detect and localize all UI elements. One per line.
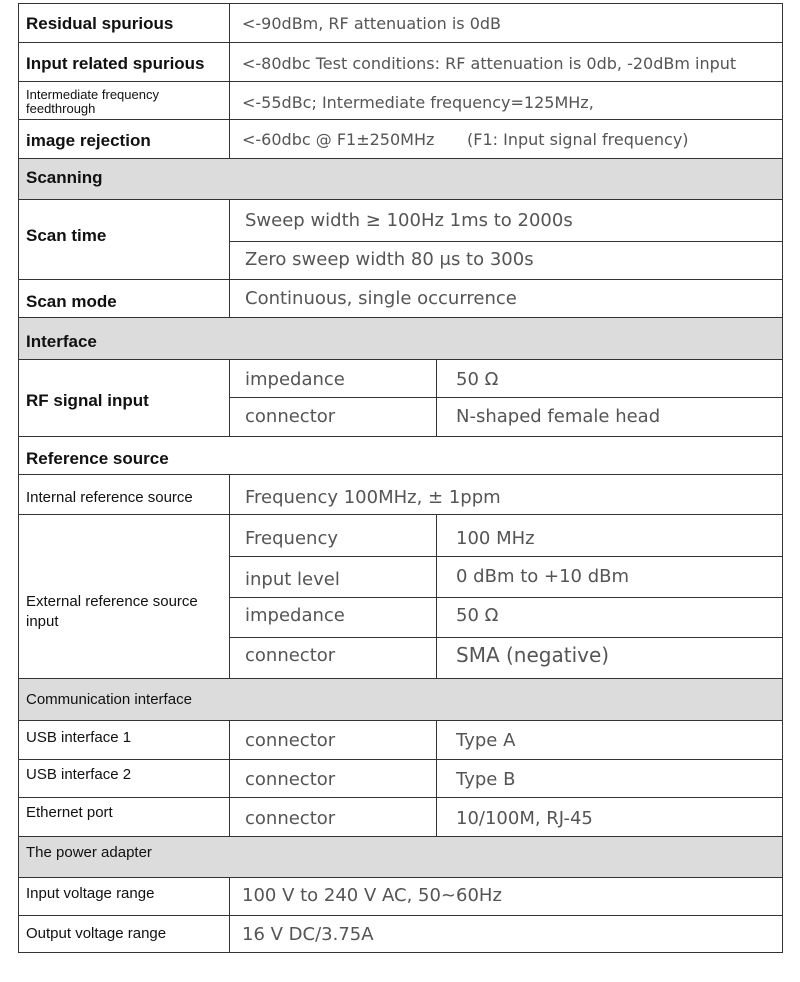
attr-value-rf-connector: N-shaped female head (456, 406, 661, 427)
section-title-scanning: Scanning (26, 168, 103, 187)
row-label-input-voltage: Input voltage range (26, 885, 155, 902)
row-label-usb2: USB interface 2 (26, 766, 132, 783)
attr-label-usb2: connector (245, 769, 336, 790)
section-title-reference-source: Reference source (26, 449, 169, 468)
grid-line (18, 158, 783, 159)
grid-line (229, 199, 230, 317)
grid-line (18, 514, 783, 515)
grid-line (229, 637, 783, 638)
grid-line (18, 3, 19, 953)
row-label-input-related-spurious: Input related spurious (26, 54, 205, 73)
section-title-communication: Communication interface (26, 691, 192, 708)
grid-line (229, 720, 230, 836)
row-value-internal-reference: Frequency 100MHz, ± 1ppm (245, 487, 501, 508)
attr-label-ethernet: connector (245, 808, 336, 829)
grid-line (18, 915, 783, 916)
attr-value-ext-impedance: 50 Ω (456, 605, 499, 626)
row-value-input-related-spurious: <-80dbc Test conditions: RF attenuation is 0db, -20dBm input (242, 54, 737, 73)
grid-line (18, 797, 783, 798)
row-value-output-voltage: 16 V DC/3.75A (242, 924, 374, 945)
row-label-internal-reference: Internal reference source (26, 489, 193, 506)
row-label-scan-mode: Scan mode (26, 292, 117, 311)
row-label-scan-time: Scan time (26, 226, 107, 245)
attr-label-rf-impedance: impedance (245, 369, 345, 390)
row-label-residual-spurious: Residual spurious (26, 14, 174, 33)
attr-value-rf-impedance: 50 Ω (456, 369, 499, 390)
grid-line (18, 877, 783, 878)
attr-value-usb2: Type B (456, 769, 516, 790)
section-bg-scanning (18, 158, 783, 199)
grid-line (18, 42, 783, 43)
grid-line (18, 3, 783, 4)
attr-label-ext-connector: connector (245, 645, 336, 666)
row-value-zero-sweep: Zero sweep width 80 μs to 300s (245, 249, 534, 270)
grid-line (18, 359, 783, 360)
row-label-rf-input: RF signal input (26, 391, 149, 410)
row-value-scan-mode: Continuous, single occurrence (245, 288, 517, 309)
grid-line (229, 241, 783, 242)
grid-line (18, 199, 783, 200)
attr-label-ext-impedance: impedance (245, 605, 345, 626)
attr-label-ext-frequency: Frequency (245, 528, 338, 549)
grid-line (436, 514, 437, 678)
section-bg-interface (18, 317, 783, 359)
row-value-if-feedthrough: <-55dBc; Intermediate frequency=125MHz, (242, 93, 594, 112)
grid-line (782, 3, 783, 953)
row-value-sweep-width: Sweep width ≥ 100Hz 1ms to 2000s (245, 210, 573, 231)
grid-line (18, 436, 783, 437)
row-label-usb1: USB interface 1 (26, 729, 132, 746)
grid-line (229, 597, 783, 598)
attr-label-usb1: connector (245, 730, 336, 751)
section-title-power: The power adapter (26, 844, 152, 861)
row-value-residual-spurious: <-90dBm, RF attenuation is 0dB (242, 14, 502, 33)
row-note-image-rejection: (F1: Input signal frequency) (467, 130, 689, 149)
attr-value-ext-level: 0 dBm to +10 dBm (456, 566, 630, 587)
grid-line (436, 720, 437, 836)
grid-line (229, 3, 230, 158)
section-title-interface: Interface (26, 332, 97, 351)
row-label-output-voltage: Output voltage range (26, 925, 167, 942)
row-value-image-rejection: <-60dbc @ F1±250MHz (242, 130, 435, 149)
row-label-external-reference: External reference source input (26, 593, 198, 630)
grid-line (18, 119, 783, 120)
grid-line (229, 397, 783, 398)
grid-line (18, 81, 783, 82)
grid-line (18, 759, 783, 760)
attr-value-usb1: Type A (456, 730, 516, 751)
grid-line (229, 359, 230, 436)
grid-line (18, 678, 783, 679)
attr-value-ext-frequency: 100 MHz (456, 528, 535, 549)
row-label-if-feedthrough: Intermediate frequency feedthrough (26, 87, 159, 116)
grid-line (18, 317, 783, 318)
grid-line (18, 279, 783, 280)
attr-label-rf-connector: connector (245, 406, 336, 427)
grid-line (18, 474, 783, 475)
grid-line (18, 836, 783, 837)
attr-value-ethernet: 10/100M, RJ-45 (456, 808, 593, 829)
row-label-image-rejection: image rejection (26, 131, 151, 150)
row-value-input-voltage: 100 V to 240 V AC, 50~60Hz (242, 885, 502, 906)
grid-line (436, 359, 437, 436)
grid-line (229, 474, 230, 678)
attr-label-ext-level: input level (245, 569, 340, 590)
row-label-ethernet: Ethernet port (26, 804, 113, 821)
grid-line (18, 952, 783, 953)
attr-value-ext-connector: SMA (negative) (456, 643, 610, 667)
grid-line (229, 877, 230, 952)
grid-line (18, 720, 783, 721)
grid-line (229, 556, 783, 557)
